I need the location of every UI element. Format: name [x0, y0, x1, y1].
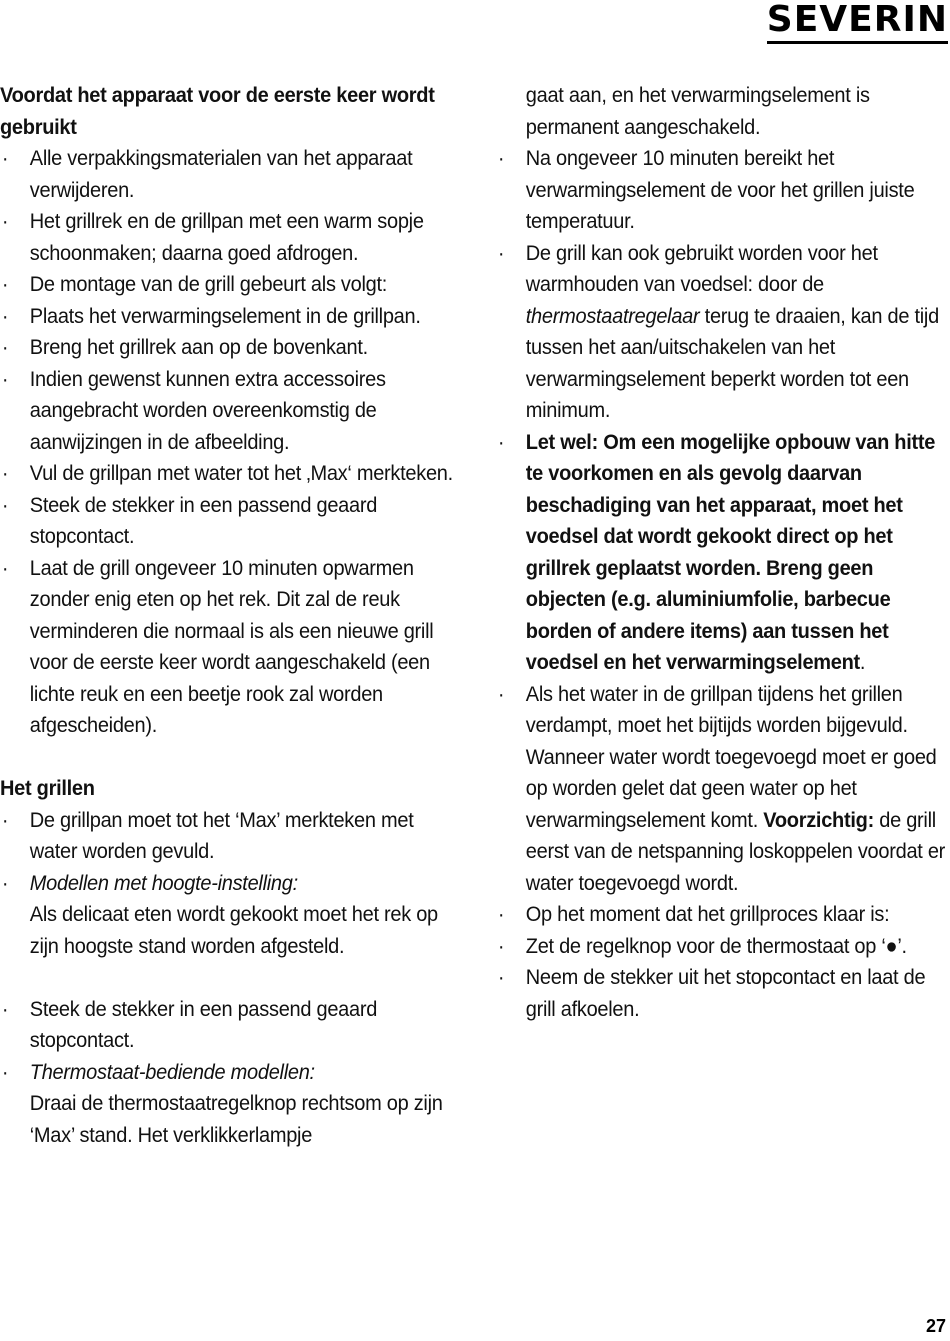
list-item: · De grill kan ook gebruikt worden voor het warmhouden van voedsel: door de thermostaatregelaar terug te draaien, kan de tijd tussen het aan/uitschakelen van het verwarmingselement beperkt worden tot een minimum. — [496, 238, 950, 427]
bullet: · — [497, 933, 505, 958]
bullet: · — [1, 209, 9, 233]
bullet: · — [1, 146, 9, 170]
bullet: · — [1, 870, 9, 895]
bullet: · — [1, 303, 9, 328]
height-models-label: Modellen met hoogte-instelling: — [29, 870, 298, 895]
bullet: · — [1, 366, 9, 391]
bullet: · — [1, 335, 9, 359]
list-item: · Vul de grillpan met water tot het ‚Max‘ merkteken. — [0, 458, 454, 490]
continuation-text: gaat aan, en het verwarmingselement is permanent aangeschakeld. — [525, 83, 870, 139]
brand-logo: SEVERIN — [767, 2, 948, 44]
page-number: 27 — [925, 1316, 946, 1336]
list-item: · Breng het grillrek aan op de bovenkant. — [0, 332, 454, 364]
bullet: · — [497, 965, 505, 989]
list-item: · De grillpan moet tot het ‘Max’ merkteken met water worden gevuld. — [0, 805, 454, 868]
warning-item: · Let wel: Om een mogelijke opbouw van hitte te voorkomen en als gevolg daarvan beschadiging van het apparaat, moet het voedsel dat wordt gekookt direct op het grillrek geplaatst worden. Breng geen objecten (e.g. aluminiumfolie, barbecue borden of andere items) aan tussen het voedsel en het verwarmingselement. — [496, 427, 950, 679]
list-item: · Steek de stekker in een passend geaard stopcontact. — [0, 490, 454, 553]
list-item: · Op het moment dat het grillproces klaar is: — [496, 899, 950, 931]
thermostat-controller-term: thermostaatregelaar — [525, 303, 700, 328]
section-heading-before-first-use: Voordat het apparaat voor de eerste keer wordt gebruikt — [0, 83, 435, 139]
bullet: · — [1, 555, 9, 580]
bullet: · — [1, 996, 9, 1021]
right-column — [496, 80, 950, 1025]
list-item: · Zet de regelknop voor de thermostaat op ‘●’. — [496, 931, 950, 963]
list-item: · Indien gewenst kunnen extra accessoires aangebracht worden overeenkomstig de aanwijzingen in de afbeelding. — [0, 364, 454, 459]
section-heading-grilling: Het grillen — [0, 776, 95, 800]
list-item — [0, 868, 454, 900]
bullet: · — [1, 807, 9, 832]
list-item: · Plaats het verwarmingselement in de grillpan. — [0, 301, 454, 333]
bullet: · — [497, 429, 505, 454]
bullet: · — [497, 146, 505, 170]
thermo-models-text: Draai de thermostaatregelknop rechtsom op zijn ‘Max’ stand. Het verklikkerlampje — [29, 1091, 443, 1147]
list-item: · Het grillrek en de grillpan met een warm sopje schoonmaken; daarna goed afdrogen. — [0, 206, 454, 269]
bullet: · — [1, 272, 9, 296]
left-column — [0, 80, 454, 1151]
height-models-text: Als delicaat eten wordt gekookt moet het rek op zijn hoogste stand worden afgesteld. — [29, 902, 438, 958]
list-item — [0, 1057, 454, 1089]
thermo-models-label: Thermostaat-bediende modellen: — [29, 1059, 315, 1084]
caution-label: Voorzichtig: — [763, 807, 874, 832]
bullet: · — [1, 1059, 9, 1084]
bullet: · — [1, 461, 9, 485]
list-item: · Alle verpakkingsmaterialen van het apparaat verwijderen. — [0, 143, 454, 206]
list-item: · Laat de grill ongeveer 10 minuten opwarmen zonder enig eten op het rek. Dit zal de reuk verminderen die normaal is als een nieuwe grill voor de eerste keer wordt aangeschakeld (een lichte reuk en een beetje rook zal worden afgescheiden). — [0, 553, 454, 742]
list-item: · De montage van de grill gebeurt als volgt: — [0, 269, 454, 301]
list-item: · Neem de stekker uit het stopcontact en laat de grill afkoelen. — [496, 962, 950, 1025]
spacer — [0, 962, 454, 994]
list-item: · Na ongeveer 10 minuten bereikt het verwarmingselement de voor het grillen juiste temperatuur. — [496, 143, 950, 238]
list-item: · Als het water in de grillpan tijdens het grillen verdampt, moet het bijtijds worden bijgevuld. Wanneer water wordt toegevoegd moet er goed op worden gelet dat geen water op het verwarmingselement komt. Voorzichtig: de grill eerst van de netspanning loskoppelen voordat er water toegevoegd wordt. — [496, 679, 950, 900]
bullet: · — [497, 240, 505, 265]
bullet: · — [497, 902, 505, 926]
list-item: · Steek de stekker in een passend geaard stopcontact. — [0, 994, 454, 1057]
bullet: · — [497, 681, 505, 706]
bullet: · — [1, 492, 9, 517]
warning-text: Let wel: Om een mogelijke opbouw van hitte te voorkomen en als gevolg daarvan beschadiging van het apparaat, moet het voedsel dat wordt gekookt direct op het grillrek geplaatst worden. Breng geen objecten (e.g. aluminiumfolie, barbecue borden of andere items) aan tussen het voedsel en het verwarmingselement — [525, 429, 936, 674]
spacer — [0, 742, 454, 774]
